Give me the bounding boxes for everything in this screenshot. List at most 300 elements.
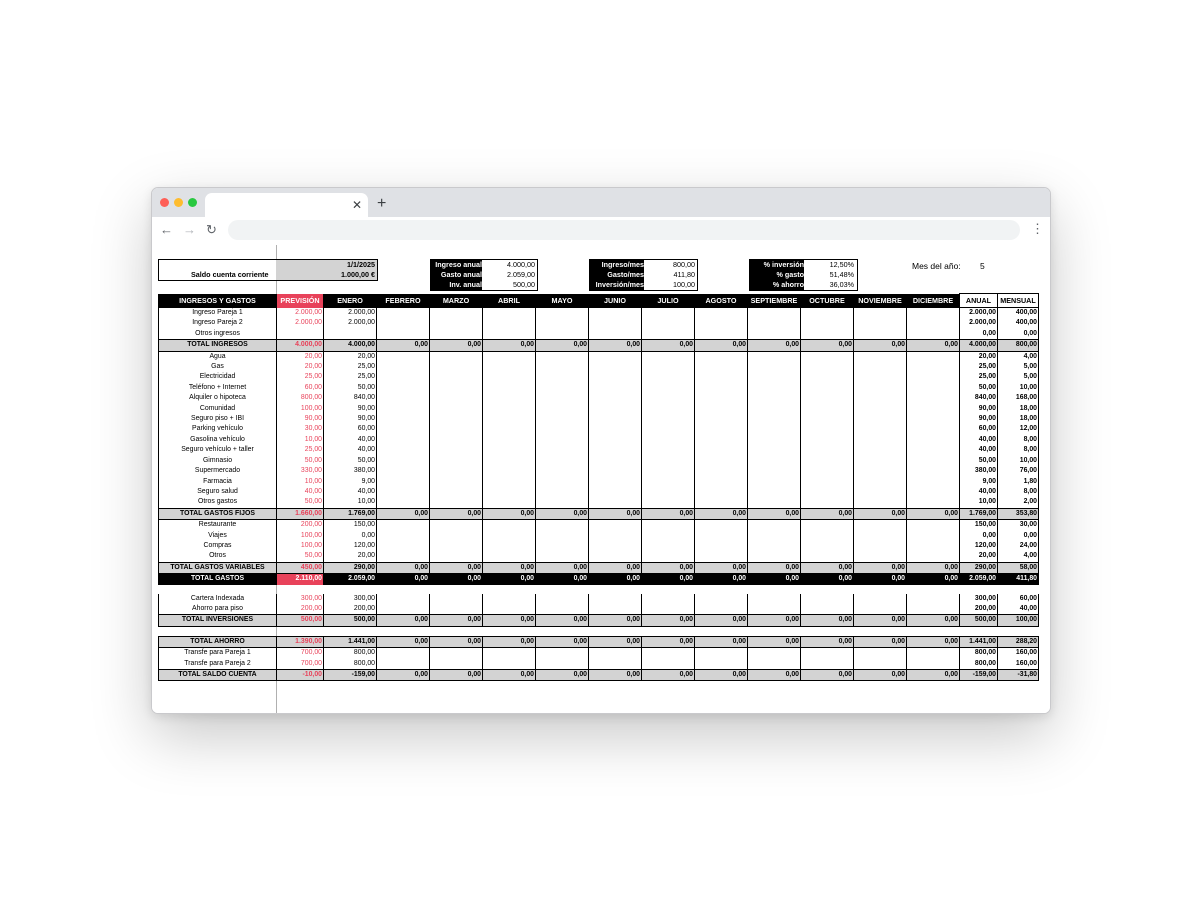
monthly-avg-cell[interactable]: 30,00 (998, 520, 1039, 531)
month-cell[interactable] (748, 372, 801, 382)
month-cell[interactable] (642, 308, 695, 319)
month-cell[interactable] (642, 456, 695, 466)
annual-cell[interactable]: 2.000,00 (960, 308, 998, 319)
month-cell[interactable] (430, 541, 483, 551)
month-cell[interactable]: 0,00 (907, 670, 960, 681)
month-cell[interactable] (801, 487, 854, 497)
month-cell[interactable]: 0,00 (536, 670, 589, 681)
month-cell[interactable] (801, 497, 854, 508)
month-cell[interactable] (483, 404, 536, 414)
month-cell[interactable]: 0,00 (854, 574, 907, 585)
month-cell[interactable] (854, 531, 907, 541)
month-cell-enero[interactable]: 1.769,00 (324, 508, 377, 519)
month-cell[interactable] (748, 648, 801, 659)
month-cell[interactable] (907, 520, 960, 531)
month-cell-enero[interactable]: 10,00 (324, 497, 377, 508)
month-cell[interactable]: 0,00 (589, 508, 642, 519)
month-cell[interactable] (642, 477, 695, 487)
prevision-cell[interactable]: 30,00 (277, 424, 324, 434)
month-cell[interactable] (748, 520, 801, 531)
month-cell[interactable] (801, 520, 854, 531)
month-cell[interactable] (695, 594, 748, 604)
month-cell[interactable] (377, 466, 430, 476)
prevision-cell[interactable]: 4.000,00 (277, 340, 324, 351)
month-cell[interactable]: 0,00 (854, 615, 907, 626)
month-cell[interactable]: 0,00 (801, 562, 854, 573)
month-cell[interactable] (430, 520, 483, 531)
annual-cell[interactable]: 50,00 (960, 383, 998, 393)
monthly-avg-cell[interactable]: 100,00 (998, 615, 1039, 626)
month-cell[interactable]: 0,00 (377, 636, 430, 647)
monthly-avg-cell[interactable]: 400,00 (998, 308, 1039, 319)
prevision-cell[interactable]: 50,00 (277, 456, 324, 466)
month-cell[interactable] (748, 404, 801, 414)
month-cell[interactable] (483, 393, 536, 403)
monthly-avg-cell[interactable]: 4,00 (998, 551, 1039, 562)
month-cell[interactable] (748, 393, 801, 403)
month-cell[interactable]: 0,00 (695, 615, 748, 626)
month-cell-enero[interactable]: 800,00 (324, 648, 377, 659)
month-cell-enero[interactable]: 200,00 (324, 604, 377, 615)
month-cell[interactable] (907, 477, 960, 487)
month-cell[interactable] (748, 318, 801, 328)
month-cell[interactable] (748, 424, 801, 434)
month-cell[interactable]: 0,00 (854, 340, 907, 351)
annual-cell[interactable]: 150,00 (960, 520, 998, 531)
monthly-avg-cell[interactable]: 288,20 (998, 636, 1039, 647)
month-cell[interactable]: 0,00 (483, 340, 536, 351)
monthly-avg-cell[interactable]: 0,00 (998, 329, 1039, 340)
month-cell[interactable] (801, 659, 854, 670)
month-cell[interactable]: 0,00 (695, 340, 748, 351)
month-cell[interactable] (430, 551, 483, 562)
month-cell[interactable]: 0,00 (801, 670, 854, 681)
annual-cell[interactable]: 20,00 (960, 551, 998, 562)
month-cell[interactable] (801, 404, 854, 414)
month-cell[interactable] (907, 318, 960, 328)
month-cell[interactable] (377, 308, 430, 319)
month-cell[interactable] (377, 362, 430, 372)
month-cell-enero[interactable] (324, 329, 377, 340)
monthly-avg-cell[interactable]: 1,80 (998, 477, 1039, 487)
row-label[interactable]: Teléfono + Internet (159, 383, 277, 393)
month-cell[interactable] (536, 531, 589, 541)
month-cell[interactable]: 0,00 (536, 508, 589, 519)
month-cell[interactable] (801, 594, 854, 604)
month-cell[interactable]: 0,00 (801, 574, 854, 585)
month-cell[interactable] (642, 372, 695, 382)
month-cell[interactable] (589, 456, 642, 466)
month-cell[interactable] (536, 497, 589, 508)
month-cell[interactable] (854, 383, 907, 393)
month-cell[interactable] (377, 404, 430, 414)
month-cell[interactable] (907, 466, 960, 476)
month-cell-enero[interactable]: 25,00 (324, 362, 377, 372)
month-cell[interactable]: 0,00 (907, 340, 960, 351)
month-cell[interactable] (430, 659, 483, 670)
row-label[interactable]: Restaurante (159, 520, 277, 531)
month-cell[interactable] (801, 541, 854, 551)
month-cell[interactable] (430, 393, 483, 403)
month-cell[interactable] (907, 383, 960, 393)
row-label[interactable]: Transfe para Pareja 1 (159, 648, 277, 659)
month-cell[interactable] (642, 329, 695, 340)
month-cell[interactable] (536, 487, 589, 497)
month-cell[interactable]: 0,00 (430, 508, 483, 519)
month-cell[interactable] (695, 551, 748, 562)
annual-cell[interactable]: 120,00 (960, 541, 998, 551)
prevision-cell[interactable]: 10,00 (277, 477, 324, 487)
row-label[interactable]: TOTAL GASTOS FIJOS (159, 508, 277, 519)
month-cell[interactable]: 0,00 (483, 508, 536, 519)
month-cell-enero[interactable]: 40,00 (324, 435, 377, 445)
row-label[interactable]: Otros gastos (159, 497, 277, 508)
month-cell[interactable] (430, 466, 483, 476)
month-cell[interactable] (854, 362, 907, 372)
row-label[interactable]: Alquiler o hipoteca (159, 393, 277, 403)
month-cell[interactable]: 0,00 (854, 562, 907, 573)
month-cell[interactable] (642, 531, 695, 541)
month-cell[interactable] (695, 404, 748, 414)
month-cell[interactable] (695, 362, 748, 372)
month-cell[interactable]: 0,00 (642, 340, 695, 351)
month-cell-enero[interactable]: 0,00 (324, 531, 377, 541)
month-cell[interactable] (695, 541, 748, 551)
row-label[interactable]: Parking vehículo (159, 424, 277, 434)
month-cell[interactable] (801, 414, 854, 424)
month-cell[interactable] (854, 604, 907, 615)
month-cell[interactable] (695, 424, 748, 434)
month-cell[interactable] (801, 308, 854, 319)
month-cell[interactable]: 0,00 (748, 508, 801, 519)
row-label[interactable]: Comunidad (159, 404, 277, 414)
month-cell[interactable] (854, 393, 907, 403)
month-cell[interactable] (377, 456, 430, 466)
month-cell[interactable] (536, 648, 589, 659)
month-cell[interactable]: 0,00 (430, 340, 483, 351)
month-cell[interactable]: 0,00 (483, 562, 536, 573)
month-cell[interactable] (430, 424, 483, 434)
month-cell[interactable] (801, 531, 854, 541)
prevision-cell[interactable] (277, 329, 324, 340)
month-cell[interactable]: 0,00 (907, 636, 960, 647)
month-cell[interactable] (589, 551, 642, 562)
month-cell[interactable] (801, 318, 854, 328)
prevision-cell[interactable]: 1.660,00 (277, 508, 324, 519)
month-cell[interactable] (483, 362, 536, 372)
prevision-cell[interactable]: 25,00 (277, 445, 324, 455)
month-cell[interactable] (801, 393, 854, 403)
annual-cell[interactable]: 40,00 (960, 435, 998, 445)
month-cell[interactable] (854, 435, 907, 445)
month-cell[interactable] (695, 648, 748, 659)
row-label[interactable]: TOTAL GASTOS VARIABLES (159, 562, 277, 573)
month-cell[interactable] (748, 383, 801, 393)
annual-cell[interactable]: 60,00 (960, 424, 998, 434)
prevision-cell[interactable]: 700,00 (277, 659, 324, 670)
month-cell[interactable]: 0,00 (801, 636, 854, 647)
month-cell[interactable] (695, 659, 748, 670)
month-cell[interactable]: 0,00 (907, 508, 960, 519)
annual-cell[interactable]: -159,00 (960, 670, 998, 681)
month-cell[interactable] (907, 541, 960, 551)
month-cell[interactable]: 0,00 (430, 615, 483, 626)
prevision-cell[interactable]: 2.000,00 (277, 318, 324, 328)
month-cell[interactable] (536, 362, 589, 372)
forward-icon[interactable]: → (183, 222, 196, 237)
month-cell[interactable] (483, 594, 536, 604)
monthly-avg-cell[interactable]: 18,00 (998, 404, 1039, 414)
prevision-cell[interactable]: 300,00 (277, 594, 324, 604)
month-cell[interactable] (695, 497, 748, 508)
month-cell[interactable] (854, 424, 907, 434)
month-cell[interactable] (695, 308, 748, 319)
month-cell-enero[interactable]: 290,00 (324, 562, 377, 573)
month-cell[interactable]: 0,00 (377, 508, 430, 519)
annual-cell[interactable]: 25,00 (960, 362, 998, 372)
month-cell[interactable] (483, 477, 536, 487)
prevision-cell[interactable]: 60,00 (277, 383, 324, 393)
month-cell[interactable] (589, 487, 642, 497)
month-cell[interactable] (377, 445, 430, 455)
month-cell[interactable] (589, 435, 642, 445)
month-cell[interactable] (695, 414, 748, 424)
monthly-avg-cell[interactable]: 5,00 (998, 372, 1039, 382)
month-cell[interactable] (748, 308, 801, 319)
month-cell[interactable] (377, 520, 430, 531)
monthly-avg-cell[interactable]: 18,00 (998, 414, 1039, 424)
month-cell[interactable] (536, 477, 589, 487)
saldo-date[interactable]: 1/1/2025 (347, 260, 375, 269)
month-cell[interactable] (430, 404, 483, 414)
month-cell-enero[interactable]: 500,00 (324, 615, 377, 626)
month-cell[interactable]: 0,00 (589, 636, 642, 647)
month-cell[interactable] (642, 318, 695, 328)
month-cell[interactable]: 0,00 (695, 574, 748, 585)
month-cell[interactable]: 0,00 (748, 615, 801, 626)
month-cell[interactable]: 0,00 (483, 670, 536, 681)
month-cell[interactable] (801, 351, 854, 362)
month-cell-enero[interactable]: 50,00 (324, 383, 377, 393)
month-cell-enero[interactable]: 300,00 (324, 594, 377, 604)
monthly-avg-cell[interactable]: -31,80 (998, 670, 1039, 681)
month-cell-enero[interactable]: 20,00 (324, 351, 377, 362)
month-cell[interactable] (801, 329, 854, 340)
row-label[interactable]: Transfe para Pareja 2 (159, 659, 277, 670)
prevision-cell[interactable]: 20,00 (277, 351, 324, 362)
month-cell[interactable] (801, 648, 854, 659)
month-cell[interactable] (907, 551, 960, 562)
month-cell[interactable] (483, 372, 536, 382)
month-cell[interactable] (642, 424, 695, 434)
month-cell[interactable] (377, 372, 430, 382)
prevision-cell[interactable]: 10,00 (277, 435, 324, 445)
monthly-avg-cell[interactable]: 160,00 (998, 648, 1039, 659)
month-cell[interactable] (854, 372, 907, 382)
monthly-avg-cell[interactable]: 8,00 (998, 435, 1039, 445)
month-cell[interactable] (854, 308, 907, 319)
month-cell-enero[interactable]: 120,00 (324, 541, 377, 551)
browser-tab[interactable] (205, 193, 368, 217)
month-cell[interactable] (589, 351, 642, 362)
prevision-cell[interactable]: 500,00 (277, 615, 324, 626)
month-cell[interactable] (642, 362, 695, 372)
prevision-cell[interactable]: 200,00 (277, 604, 324, 615)
new-tab-icon[interactable]: + (377, 195, 387, 212)
month-cell[interactable] (377, 604, 430, 615)
month-cell[interactable] (536, 466, 589, 476)
month-cell[interactable] (801, 466, 854, 476)
month-cell[interactable]: 0,00 (483, 574, 536, 585)
month-cell[interactable] (430, 445, 483, 455)
month-cell[interactable] (642, 445, 695, 455)
row-label[interactable]: TOTAL GASTOS (159, 574, 277, 585)
month-cell[interactable] (642, 497, 695, 508)
month-cell[interactable] (377, 659, 430, 670)
month-cell[interactable] (642, 541, 695, 551)
month-cell[interactable] (748, 551, 801, 562)
prevision-cell[interactable]: 40,00 (277, 487, 324, 497)
month-cell[interactable] (642, 404, 695, 414)
month-cell[interactable] (430, 318, 483, 328)
minimize-window-button[interactable] (174, 198, 183, 207)
row-label[interactable]: Ahorro para piso (159, 604, 277, 615)
month-cell[interactable] (801, 362, 854, 372)
month-cell[interactable] (483, 520, 536, 531)
month-cell[interactable]: 0,00 (854, 670, 907, 681)
row-label[interactable]: Ingreso Pareja 2 (159, 318, 277, 328)
month-cell[interactable]: 0,00 (642, 508, 695, 519)
month-cell[interactable] (907, 445, 960, 455)
month-cell[interactable] (589, 466, 642, 476)
prevision-cell[interactable]: 1.390,00 (277, 636, 324, 647)
month-of-year-value[interactable]: 5 (980, 261, 985, 271)
month-cell[interactable] (589, 383, 642, 393)
month-cell[interactable] (589, 659, 642, 670)
month-cell[interactable] (854, 351, 907, 362)
annual-cell[interactable]: 0,00 (960, 531, 998, 541)
month-cell[interactable] (907, 414, 960, 424)
month-cell-enero[interactable]: 150,00 (324, 520, 377, 531)
prevision-cell[interactable]: 800,00 (277, 393, 324, 403)
month-cell[interactable] (695, 318, 748, 328)
month-cell[interactable] (854, 477, 907, 487)
month-cell-enero[interactable]: 50,00 (324, 456, 377, 466)
month-cell[interactable] (907, 648, 960, 659)
month-cell[interactable] (536, 604, 589, 615)
month-cell[interactable] (854, 541, 907, 551)
month-cell[interactable] (695, 393, 748, 403)
monthly-avg-cell[interactable]: 58,00 (998, 562, 1039, 573)
month-cell[interactable] (430, 435, 483, 445)
month-cell[interactable]: 0,00 (377, 340, 430, 351)
annual-cell[interactable]: 300,00 (960, 594, 998, 604)
month-cell[interactable] (695, 329, 748, 340)
month-cell[interactable] (589, 404, 642, 414)
month-cell[interactable]: 0,00 (377, 670, 430, 681)
month-cell[interactable] (801, 477, 854, 487)
month-cell[interactable] (377, 477, 430, 487)
month-cell[interactable]: 0,00 (801, 508, 854, 519)
month-cell[interactable] (801, 604, 854, 615)
monthly-avg-cell[interactable]: 24,00 (998, 541, 1039, 551)
monthly-avg-cell[interactable]: 40,00 (998, 604, 1039, 615)
month-cell[interactable] (483, 329, 536, 340)
month-cell[interactable] (695, 466, 748, 476)
month-cell[interactable]: 0,00 (377, 615, 430, 626)
month-cell[interactable]: 0,00 (430, 670, 483, 681)
annual-cell[interactable]: 40,00 (960, 445, 998, 455)
row-label[interactable]: Ingreso Pareja 1 (159, 308, 277, 319)
month-cell[interactable]: 0,00 (589, 615, 642, 626)
month-cell[interactable] (854, 329, 907, 340)
month-cell[interactable] (748, 477, 801, 487)
month-cell[interactable] (483, 424, 536, 434)
month-cell[interactable] (430, 531, 483, 541)
month-cell[interactable] (536, 541, 589, 551)
month-cell[interactable]: 0,00 (801, 615, 854, 626)
annual-cell[interactable]: 4.000,00 (960, 340, 998, 351)
month-cell[interactable] (801, 383, 854, 393)
month-cell[interactable] (748, 541, 801, 551)
month-cell[interactable] (748, 414, 801, 424)
month-cell[interactable] (483, 531, 536, 541)
month-cell[interactable] (589, 497, 642, 508)
month-cell-enero[interactable]: 20,00 (324, 551, 377, 562)
annual-cell[interactable]: 500,00 (960, 615, 998, 626)
annual-cell[interactable]: 50,00 (960, 456, 998, 466)
month-cell[interactable] (589, 477, 642, 487)
prevision-cell[interactable]: 450,00 (277, 562, 324, 573)
back-icon[interactable]: ← (160, 222, 173, 237)
month-cell-enero[interactable]: 9,00 (324, 477, 377, 487)
annual-cell[interactable]: 90,00 (960, 404, 998, 414)
month-cell[interactable] (430, 362, 483, 372)
month-cell[interactable] (642, 435, 695, 445)
month-cell[interactable] (907, 487, 960, 497)
month-cell[interactable] (854, 648, 907, 659)
month-cell[interactable] (642, 351, 695, 362)
month-cell[interactable] (748, 456, 801, 466)
row-label[interactable]: Otros ingresos (159, 329, 277, 340)
month-cell[interactable]: 0,00 (430, 636, 483, 647)
row-label[interactable]: Gasolina vehículo (159, 435, 277, 445)
month-cell[interactable] (695, 383, 748, 393)
annual-cell[interactable]: 10,00 (960, 497, 998, 508)
month-cell[interactable] (854, 466, 907, 476)
month-cell[interactable] (907, 372, 960, 382)
annual-cell[interactable]: 800,00 (960, 659, 998, 670)
month-cell[interactable] (642, 487, 695, 497)
month-cell[interactable] (748, 594, 801, 604)
address-bar[interactable] (228, 220, 1020, 240)
month-cell-enero[interactable]: 25,00 (324, 372, 377, 382)
month-cell[interactable] (430, 477, 483, 487)
monthly-avg-cell[interactable]: 800,00 (998, 340, 1039, 351)
row-label[interactable]: Seguro vehículo + taller (159, 445, 277, 455)
prevision-cell[interactable]: 2.110,00 (277, 574, 324, 585)
month-cell-enero[interactable]: 380,00 (324, 466, 377, 476)
monthly-avg-cell[interactable]: 76,00 (998, 466, 1039, 476)
month-cell[interactable] (536, 414, 589, 424)
row-label[interactable]: Supermercado (159, 466, 277, 476)
month-cell[interactable] (430, 329, 483, 340)
monthly-avg-cell[interactable]: 10,00 (998, 383, 1039, 393)
month-cell[interactable] (642, 594, 695, 604)
month-cell[interactable] (695, 520, 748, 531)
month-cell[interactable] (377, 424, 430, 434)
month-cell[interactable] (642, 659, 695, 670)
